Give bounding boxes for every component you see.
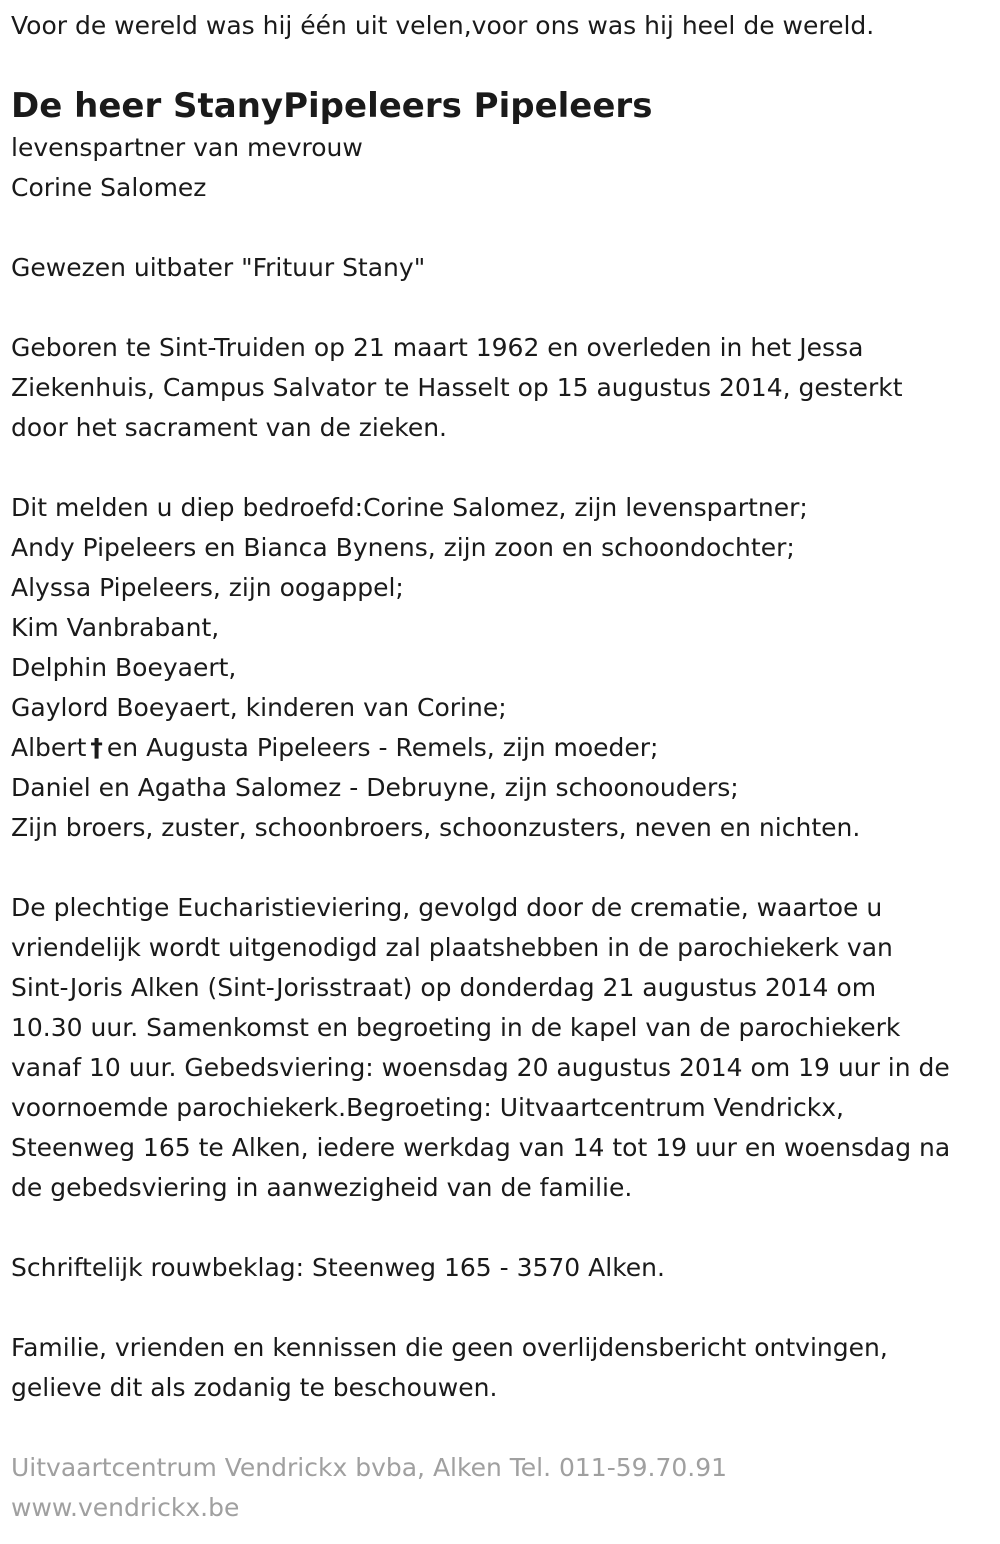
father-name: Albert — [11, 733, 87, 762]
notice-line: gelieve dit als zodanig te beschouwen. — [11, 1373, 498, 1402]
family-line: Zijn broers, zuster, schoonbroers, schoonzusters, neven en nichten. — [11, 813, 861, 842]
occupation: Gewezen uitbater "Frituur Stany" — [11, 253, 426, 282]
notice-line: Familie, vrienden en kennissen die geen overlijdensbericht ontvingen, — [11, 1333, 888, 1362]
ceremony-line: Sint-Joris Alken (Sint-Jorisstraat) op donderdag 21 augustus 2014 om — [11, 973, 877, 1002]
family-line: Kim Vanbrabant, — [11, 613, 220, 642]
family-line: Andy Pipeleers en Bianca Bynens, zijn zoon en schoondochter; — [11, 533, 795, 562]
notice-paragraph — [11, 1328, 1000, 1408]
birth-death-line: Geboren te Sint-Truiden op 21 maart 1962 en overleden in het Jessa — [11, 333, 864, 362]
funeral-home-contact: Uitvaartcentrum Vendrickx bvba, Alken Tel. 011-59.70.91 — [11, 1453, 728, 1482]
ceremony-line: vanaf 10 uur. Gebedsviering: woensdag 20 augustus 2014 om 19 uur in de — [11, 1053, 950, 1082]
partner-line-2: Corine Salomez — [11, 173, 207, 202]
birth-death-paragraph — [11, 328, 1000, 448]
condolence-address: Schriftelijk rouwbeklag: Steenweg 165 - 3570 Alken. — [11, 1253, 665, 1282]
spacer — [11, 288, 1000, 328]
deceased-name: De heer StanyPipeleers Pipeleers — [11, 86, 653, 126]
spacer — [11, 1288, 1000, 1328]
ceremony-line: de gebedsviering in aanwezigheid van de familie. — [11, 1173, 633, 1202]
spacer — [11, 848, 1000, 888]
spacer — [11, 208, 1000, 248]
ceremony-line: Steenweg 165 te Alken, iedere werkdag van 14 tot 19 uur en woensdag na — [11, 1133, 951, 1162]
birth-death-line: Ziekenhuis, Campus Salvator te Hasselt op 15 augustus 2014, gesterkt — [11, 373, 903, 402]
website-link[interactable]: www.vendrickx.be — [11, 1493, 240, 1522]
ceremony-paragraph — [11, 888, 1000, 1208]
family-line-parents — [11, 728, 1000, 768]
mother-text: en Augusta Pipeleers - Remels, zijn moeder; — [106, 733, 659, 762]
family-list — [11, 488, 1000, 848]
family-line: Alyssa Pipeleers, zijn oogappel; — [11, 573, 404, 602]
family-line: Dit melden u diep bedroefd:Corine Salomez, zijn levenspartner; — [11, 493, 808, 522]
birth-death-line: door het sacrament van de zieken. — [11, 413, 447, 442]
family-line: Gaylord Boeyaert, kinderen van Corine; — [11, 693, 507, 722]
ceremony-line: 10.30 uur. Samenkomst en begroeting in de kapel van de parochiekerk — [11, 1013, 901, 1042]
partner-line-1: levenspartner van mevrouw — [11, 133, 363, 162]
spacer — [11, 1408, 1000, 1448]
footer — [11, 1448, 1000, 1528]
family-line: Delphin Boeyaert, — [11, 653, 237, 682]
ceremony-line: voornoemde parochiekerk.Begroeting: Uitvaartcentrum Vendrickx, — [11, 1093, 844, 1122]
family-line: Daniel en Agatha Salomez - Debruyne, zijn schoonouders; — [11, 773, 739, 802]
spacer — [11, 448, 1000, 488]
motto: Voor de wereld was hij één uit velen,voor ons was hij heel de wereld. — [11, 11, 875, 40]
ceremony-line: De plechtige Eucharistieviering, gevolgd door de crematie, waartoe u — [11, 893, 883, 922]
cross-icon: † — [90, 733, 103, 762]
spacer — [11, 1208, 1000, 1248]
ceremony-line: vriendelijk wordt uitgenodigd zal plaatshebben in de parochiekerk van — [11, 933, 893, 962]
